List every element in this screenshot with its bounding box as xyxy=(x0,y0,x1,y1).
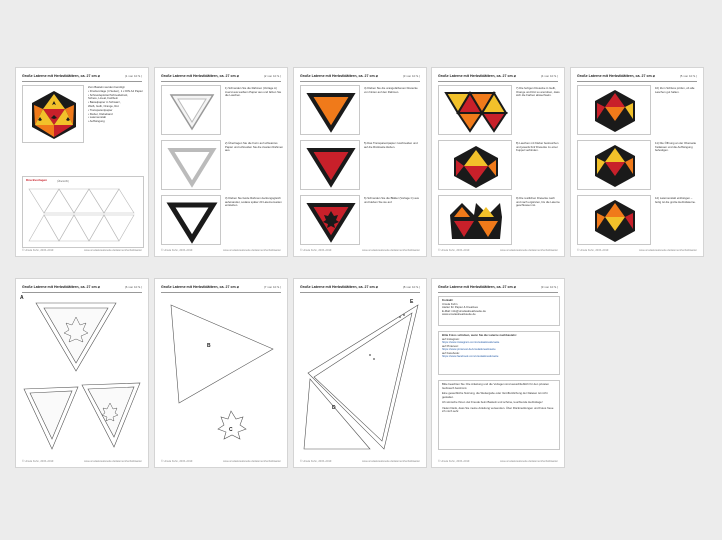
footer-left: © Ursula Kuhn, 2015–2019 xyxy=(577,249,609,252)
step-photo xyxy=(577,195,651,245)
footer-right: www.ursulaskreativseite.de/laternen/herbstblaetter xyxy=(84,249,142,252)
step-photo xyxy=(161,195,221,245)
social-box xyxy=(438,331,560,375)
material-item: • Kleber, Klebeband xyxy=(88,111,113,116)
step-photo xyxy=(577,85,651,135)
step-text: 12) Laternenstab einhängen – fertig ist die große Herbstlaterne. xyxy=(655,196,696,204)
page-number: (4 von 10 S.) xyxy=(540,74,558,78)
footer-right: www.ursulaskreativseite.de/laternen/herbstblaetter xyxy=(362,249,420,252)
page-7 xyxy=(154,278,288,468)
note-text: Vielen Dank, dass Sie meine Anleitung verwenden. Über Rückmeldungen und Fotos freue ich mich sehr. xyxy=(442,405,554,413)
step-text: 6) Schneiden Sie die Blätter (Vorlage C) aus und kleben Sie sie auf. xyxy=(364,196,419,204)
step-text: 10) Zum Schluss prüfen, ob alle Laschen gut halten. xyxy=(655,86,695,94)
page-2 xyxy=(154,67,288,257)
footer-right: www.ursulaskreativseite.de/laternen/herbstblaetter xyxy=(500,460,558,463)
page-number: (6 von 10 S.) xyxy=(124,285,142,289)
step-photo xyxy=(438,85,512,135)
page-title: Große Laterne mit Herbstblättern, ca. 27 cm ⌀ xyxy=(22,74,100,78)
template-d-e-shapes xyxy=(300,299,422,459)
page-3 xyxy=(293,67,427,257)
page-4 xyxy=(431,67,565,257)
step-text: 3) Kleben Sie beide Rahmen deckungsgleich aufeinander, sodass später 20 Laternenseiten entstehen. xyxy=(225,196,282,207)
template-letter: C xyxy=(229,427,233,433)
page-number: (2 von 10 S.) xyxy=(263,74,281,78)
page-1 xyxy=(15,67,149,257)
step-text: 2) Übertragen Sie die Form auf schwarzes Papier und schneiden Sie die zweiten Rahmen aus. xyxy=(225,141,283,152)
step-photo xyxy=(438,195,512,245)
section-note: (Übersicht) xyxy=(57,179,69,183)
page-9 xyxy=(431,278,565,468)
contact-line: Atelier für Papier & Kreatives xyxy=(442,305,478,309)
footer-left: © Ursula Kuhn, 2015–2019 xyxy=(22,249,54,252)
page-8 xyxy=(293,278,427,468)
page-number: (9 von 10 S.) xyxy=(540,285,558,289)
material-item: Schere, Lineal, Falzbein xyxy=(88,96,119,101)
step-photo xyxy=(577,140,651,190)
contact-box xyxy=(438,296,560,326)
social-line: auf Pinterest: xyxy=(442,343,459,348)
material-item: • Schneideplotter/Schneidebrett, xyxy=(88,92,129,97)
footer-left: © Ursula Kuhn, 2015–2019 xyxy=(438,460,470,463)
social-line: auf Facebook: xyxy=(442,350,460,355)
material-item: • Druckvorlage (4 Seiten), 1 x DIN A4 Papier xyxy=(88,88,143,93)
step-text: 5) Das Transparentpapier zuschneiden und auf die Rückseite kleben. xyxy=(364,141,418,149)
footer-left: © Ursula Kuhn, 2015–2019 xyxy=(300,249,332,252)
notes-box xyxy=(438,380,560,450)
page-title: Große Laterne mit Herbstblättern, ca. 27 cm ⌀ xyxy=(577,74,655,78)
note-text: Ich wünsche Ihnen viel Freude beim Basteln und schöne, leuchtende Herbsttage! xyxy=(442,400,543,404)
social-line: auf Instagram: xyxy=(442,336,460,341)
page-5 xyxy=(570,67,704,257)
footer-left: © Ursula Kuhn, 2015–2019 xyxy=(161,460,193,463)
page-title: Große Laterne mit Herbstblättern, ca. 27 cm ⌀ xyxy=(438,74,516,78)
material-item: • Transparentpapier xyxy=(88,107,113,112)
contact-line[interactable]: www.ursulaskreativseite.de xyxy=(442,312,476,316)
footer-right: www.ursulaskreativseite.de/laternen/herbstblaetter xyxy=(84,460,142,463)
social-link[interactable]: https://www.instagram.com/ursulaskreativseite xyxy=(442,340,500,344)
materials-title: Zum Basteln werden benötigt: xyxy=(88,85,126,89)
material-item: • Laternenstab xyxy=(88,115,107,120)
material-item: • Aufhängung xyxy=(88,119,105,124)
page-title: Große Laterne mit Herbstblättern, ca. 27 cm ⌀ xyxy=(161,74,239,78)
step-photo xyxy=(438,140,512,190)
lantern-photo xyxy=(22,85,84,143)
step-photo xyxy=(300,195,360,245)
social-link[interactable]: https://www.pinterest.de/ursulaskreativseite xyxy=(442,347,496,351)
overview-thumbnails xyxy=(25,185,143,247)
page-number: (5 von 10 S.) xyxy=(679,74,697,78)
footer-right: www.ursulaskreativseite.de/laternen/herbstblaetter xyxy=(362,460,420,463)
page-title: Große Laterne mit Herbstblättern, ca. 27 cm ⌀ xyxy=(300,285,378,289)
page-number: (8 von 10 S.) xyxy=(402,285,420,289)
templates-overview xyxy=(22,176,144,248)
footer-right: www.ursulaskreativseite.de/laternen/herbstblaetter xyxy=(500,249,558,252)
template-letter: D xyxy=(332,405,336,411)
template-a-frames xyxy=(22,299,144,459)
contact-line: Ursula Kuhn xyxy=(442,301,458,306)
footer-left: © Ursula Kuhn, 2015–2019 xyxy=(300,460,332,463)
step-text: 7) Die fertigen Dreiecke in Gelb, Orange und Rot so anordnen, dass sich die Farben abwechseln. xyxy=(516,86,560,97)
footer-left: © Ursula Kuhn, 2015–2019 xyxy=(161,249,193,252)
footer-right: www.ursulaskreativseite.de/laternen/herbstblaetter xyxy=(223,249,281,252)
footer-right: www.ursulaskreativseite.de/laternen/herbstblaetter xyxy=(223,460,281,463)
note-text: Eine gewerbliche Nutzung, die Weitergabe oder Veröffentlichung der Dateien ist nicht gestattet. xyxy=(442,391,548,399)
page-title: Große Laterne mit Herbstblättern, ca. 27 cm ⌀ xyxy=(438,285,516,289)
footer-left: © Ursula Kuhn, 2015–2019 xyxy=(438,249,470,252)
social-link[interactable]: https://www.facebook.com/ursulaskreativseite xyxy=(442,354,499,358)
page-title: Große Laterne mit Herbstblättern, ca. 27 cm ⌀ xyxy=(300,74,378,78)
material-item: • Bastelpapier in Schwarz, xyxy=(88,100,121,105)
template-b-triangle xyxy=(161,299,283,459)
template-letter: A xyxy=(20,295,24,301)
step-text: 1) Schneiden Sie die Rahmen (Vorlage A) zuerst aus weißem Papier aus und falzen Sie die Laschen. xyxy=(225,86,282,97)
template-letter: B xyxy=(207,343,211,349)
template-letter: E xyxy=(410,299,414,305)
step-photo xyxy=(300,140,360,190)
section-title: Druckvorlagen xyxy=(26,178,48,182)
page-number: (7 von 10 S.) xyxy=(263,285,281,289)
page-number: (1 von 10 S.) xyxy=(124,74,142,78)
note-text: Bitte beachten Sie: Die Anleitung und die Vorlagen sind ausschließlich für den privaten Gebrauch bestimmt. xyxy=(442,382,549,390)
step-photo xyxy=(161,140,221,190)
material-item: Weiß, Gelb, Orange, Rot xyxy=(88,103,119,108)
page-6 xyxy=(15,278,149,468)
footer-right: www.ursulaskreativseite.de/laternen/herbstblaetter xyxy=(639,249,697,252)
step-text: 9) Die restlichen Dreiecke nach und nach ergänzen, bis die Laterne geschlossen ist. xyxy=(516,196,560,207)
step-photo xyxy=(300,85,360,135)
page-number: (3 von 10 S.) xyxy=(402,74,420,78)
contact-label: Kontakt: xyxy=(442,298,454,302)
social-label: Bitte Fotos schicken, wenn Sie die Laterne nachbasteln: xyxy=(442,333,517,337)
footer-left: © Ursula Kuhn, 2015–2019 xyxy=(22,460,54,463)
step-text: 11) Die Öffnung an der Oberseite freilassen und die Aufhängung befestigen. xyxy=(655,141,697,152)
step-text: 8) Laschen mit Kleber bestreichen und jeweils fünf Dreiecke zu einer Kuppel verbinden. xyxy=(516,141,559,152)
step-photo xyxy=(161,85,221,135)
contact-line: E-Mail: info@ursulaskreativseite.de xyxy=(442,308,486,313)
page-title: Große Laterne mit Herbstblättern, ca. 27 cm ⌀ xyxy=(161,285,239,289)
page-title: Große Laterne mit Herbstblättern, ca. 27 cm ⌀ xyxy=(22,285,100,289)
step-text: 4) Kleben Sie die orangefarbenen Dreiecke von hinten auf den Rahmen. xyxy=(364,86,418,94)
